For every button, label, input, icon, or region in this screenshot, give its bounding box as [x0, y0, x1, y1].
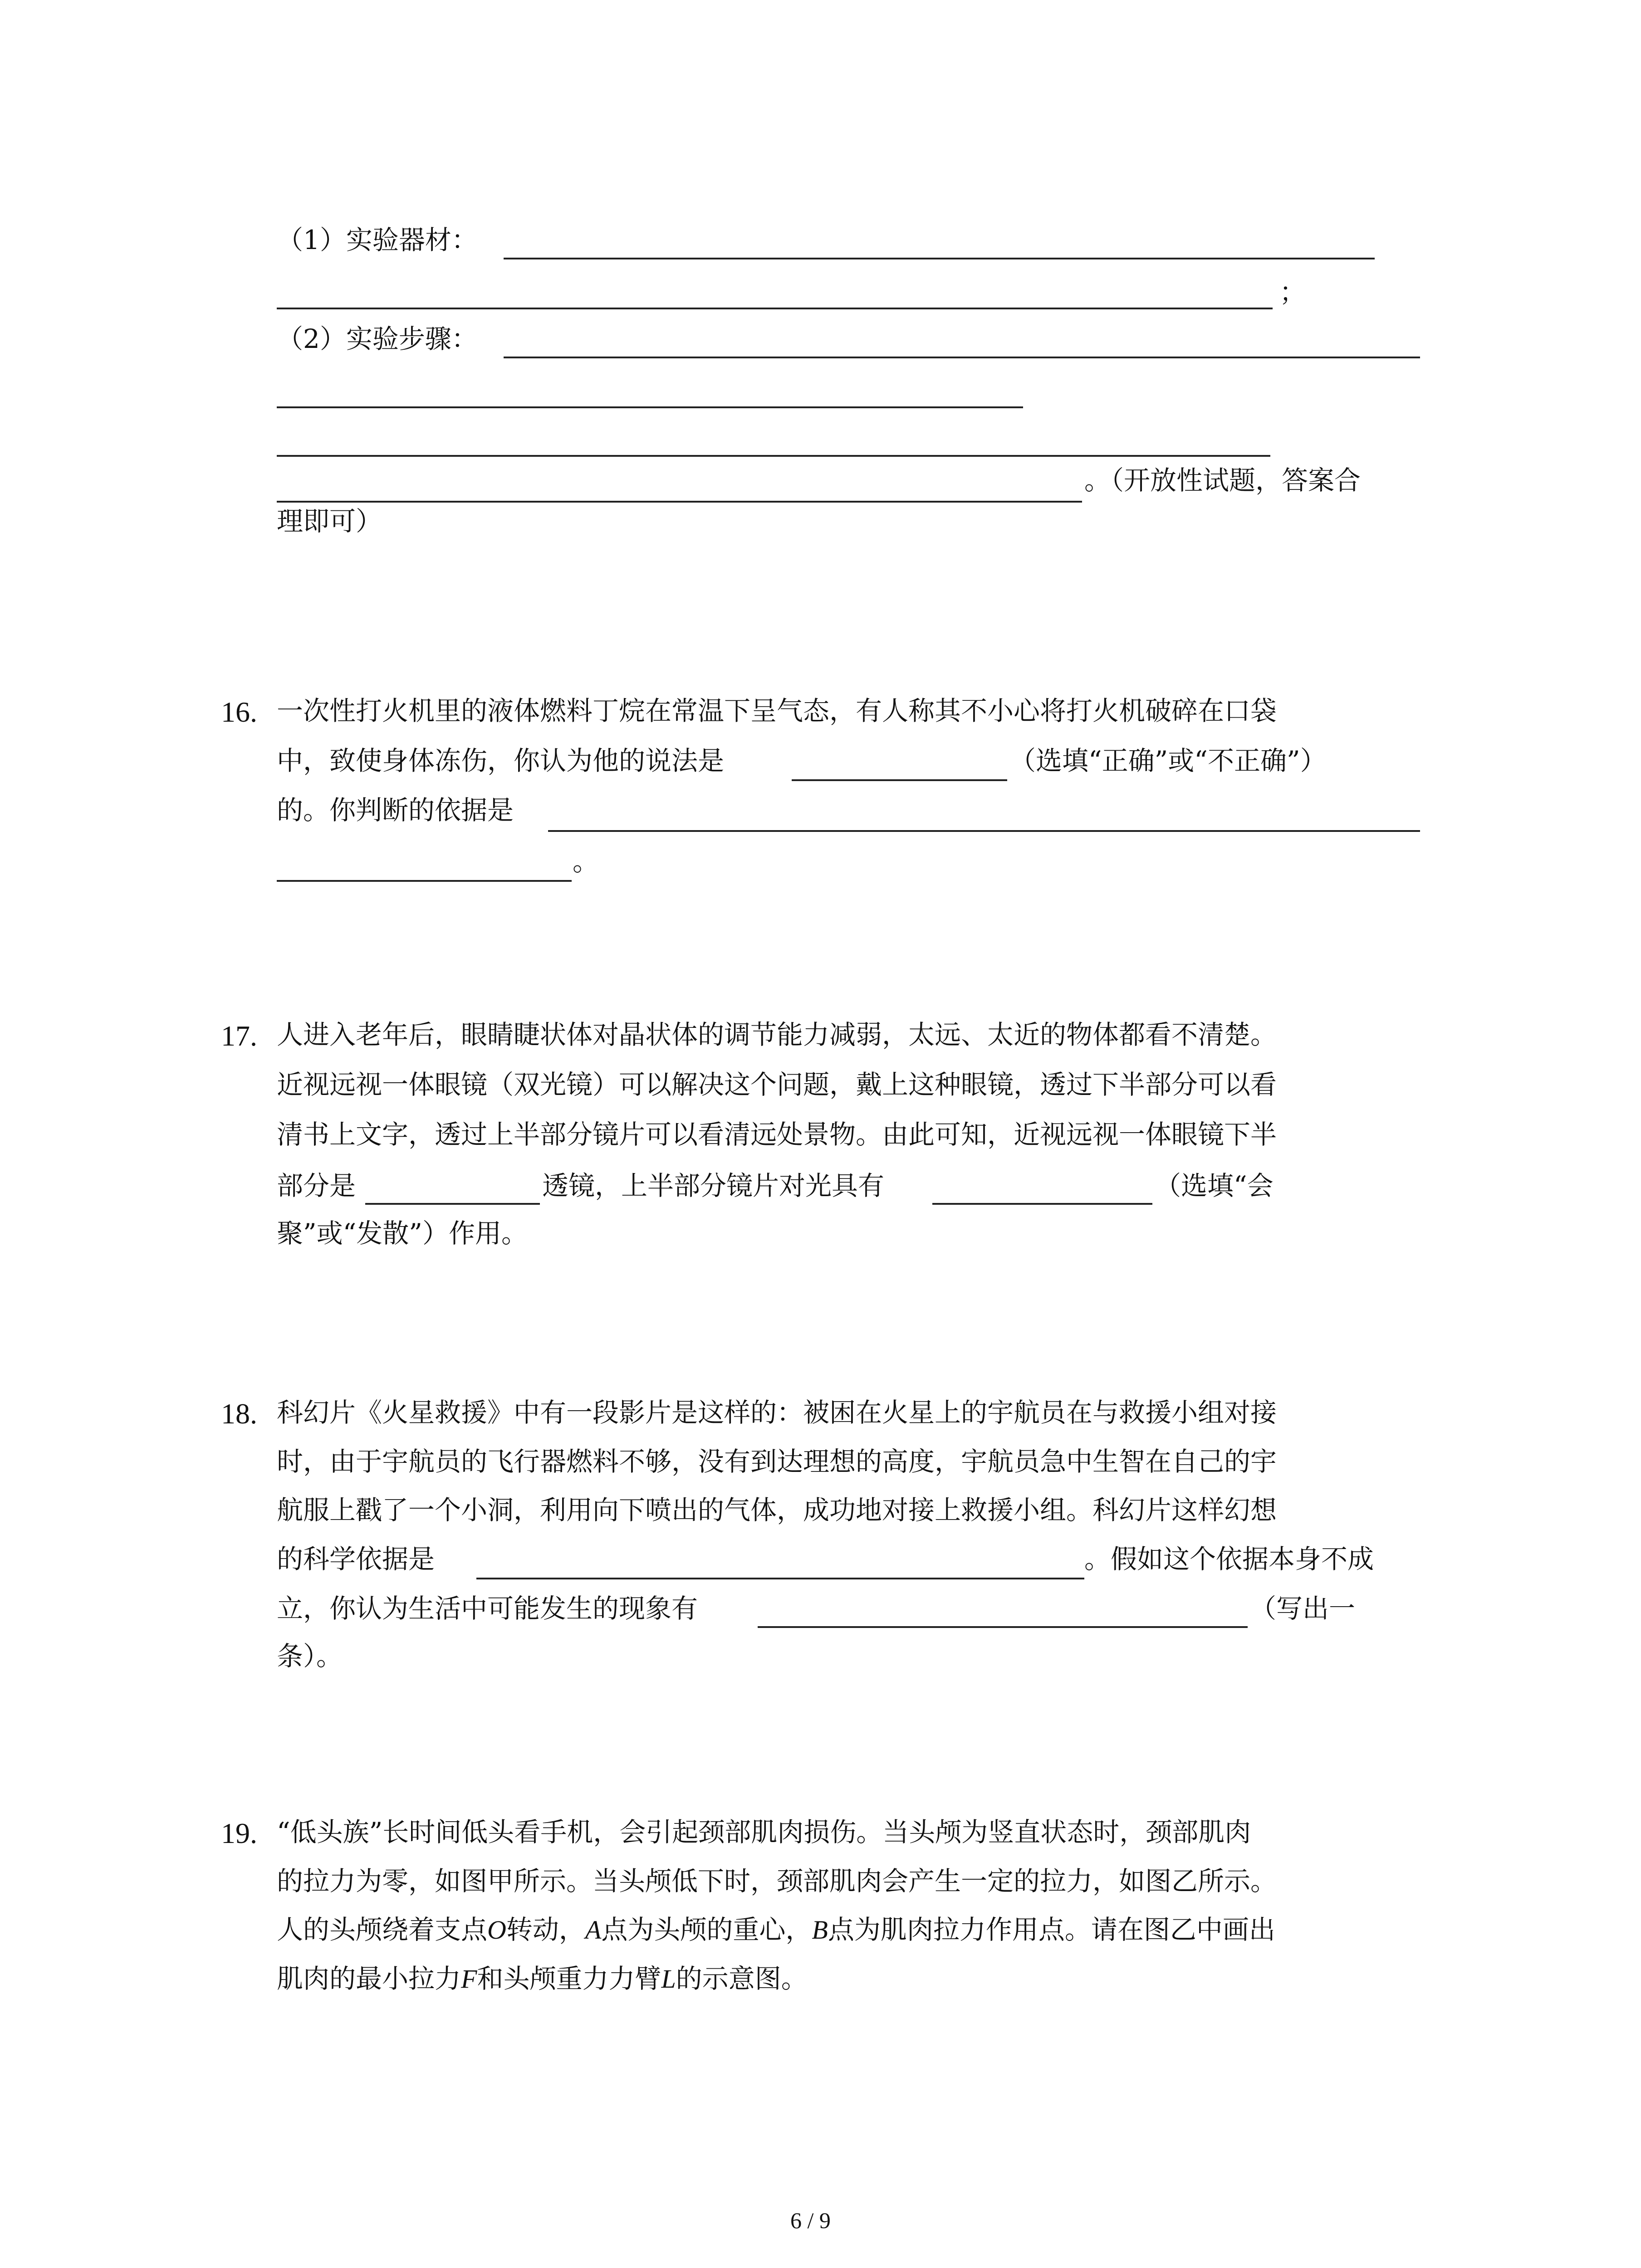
q15-materials-blank-1[interactable] [504, 258, 1375, 259]
page-number: 6 / 9 [790, 2208, 831, 2233]
q18-line-5b: （写出一 [1250, 1593, 1356, 1624]
q19-line-3-part-a: 人的头颅绕着支点 [277, 1914, 488, 1945]
q16-line-3a: 的。你判断的依据是 [277, 795, 514, 826]
q15-end-text-2: 理即可） [277, 506, 382, 537]
q15-materials-blank-2[interactable] [277, 308, 1273, 309]
q19-line-4-part-b: 和头颅重力力臂 [477, 1963, 661, 1994]
q16-number: 16. [221, 696, 257, 728]
q18-line-1: 科幻片《火星救援》中有一段影片是这样的：被困在火星上的宇航员在与救援小组对接 [277, 1397, 1277, 1428]
q16-answer-blank-3[interactable] [277, 880, 572, 882]
q16-line-2a: 中，致使身体冻伤，你认为他的说法是 [277, 745, 725, 776]
q18-number: 18. [221, 1398, 257, 1430]
center-of-gravity-a-label: A [585, 1915, 602, 1945]
q18-line-5a: 立，你认为生活中可能发生的现象有 [277, 1593, 698, 1624]
q16-answer-blank-1[interactable] [792, 779, 1007, 781]
force-point-b-label: B [812, 1915, 828, 1945]
q17-line-4b: 透镜，上半部分镜片对光具有 [542, 1170, 885, 1201]
q18-line-4a: 的科学依据是 [277, 1544, 435, 1574]
q19-number: 19. [221, 1817, 257, 1849]
q19-line-3-part-d: 点为肌肉拉力作用点。请在图乙中画出 [828, 1914, 1275, 1945]
lever-arm-l-label: L [661, 1964, 676, 1994]
q18-line-4b: 。假如这个依据本身不成 [1084, 1544, 1374, 1574]
q18-line-2: 时，由于宇航员的飞行器燃料不够，没有到达理想的高度，宇航员急中生智在自己的宇 [277, 1446, 1277, 1477]
q15-steps-label: （2）实验步骤： [277, 323, 478, 354]
q18-line-3: 航服上戳了一个小洞，利用向下喷出的气体，成功地对接上救援小组。科幻片这样幻想 [277, 1495, 1277, 1525]
q15-steps-blank-4[interactable] [277, 501, 1082, 503]
q17-line-4c: （选填“会 [1155, 1170, 1274, 1201]
q17-number: 17. [221, 1020, 257, 1052]
q16-answer-blank-2[interactable] [548, 830, 1420, 832]
q17-line-4a: 部分是 [277, 1170, 356, 1201]
q16-line-2b: （选填“正确”或“不正确”） [1009, 745, 1327, 776]
q17-line-5: 聚”或“发散”）作用。 [277, 1218, 528, 1249]
q18-answer-blank-2[interactable] [758, 1626, 1248, 1628]
q19-line-4-part-c: 的示意图。 [676, 1963, 808, 1994]
q19-line-2: 的拉力为零，如图甲所示。当头颅低下时，颈部肌肉会产生一定的拉力，如图乙所示。 [277, 1866, 1277, 1897]
q17-answer-blank-2[interactable] [932, 1203, 1152, 1205]
q18-line-6: 条）。 [277, 1641, 343, 1672]
q17-line-2: 近视远视一体眼镜（双光镜）可以解决这个问题，戴上这种眼镜，透过下半部分可以看 [277, 1069, 1277, 1100]
q17-line-1: 人进入老年后，眼睛睫状体对晶状体的调节能力减弱，太远、太近的物体都看不清楚。 [277, 1019, 1277, 1050]
q15-materials-label: （1）实验器材： [277, 225, 478, 255]
q17-line-3: 清书上文字，透过上半部分镜片可以看清远处景物。由此可知，近视远视一体眼镜下半 [277, 1119, 1277, 1150]
q15-steps-blank-1[interactable] [504, 357, 1420, 358]
q19-line-3-part-c: 点为头颅的重心， [601, 1914, 812, 1945]
q17-answer-blank-1[interactable] [365, 1203, 540, 1205]
q19-line-3-part-b: 转动， [506, 1914, 585, 1945]
q19-line-4 [277, 1965, 808, 1992]
q15-end-text: 。（开放性试题，答案合 [1084, 465, 1361, 496]
pivot-point-o-label: O [487, 1915, 506, 1945]
q16-line-4b: 。 [573, 846, 599, 877]
q18-answer-blank-1[interactable] [476, 1578, 1084, 1579]
q16-line-1: 一次性打火机里的液体燃料丁烷在常温下呈气态，有人称其不小心将打火机破碎在口袋 [277, 695, 1277, 726]
q15-steps-blank-2[interactable] [277, 406, 1023, 408]
q15-steps-blank-3[interactable] [277, 455, 1270, 457]
q19-line-4-part-a: 肌肉的最小拉力 [277, 1963, 461, 1994]
q19-line-1: “低头族”长时间低头看手机，会引起颈部肌肉损伤。当头颅为竖直状态时，颈部肌肉 [277, 1817, 1251, 1848]
q19-line-3 [277, 1916, 1275, 1943]
q15-semicolon: ； [1279, 277, 1306, 308]
force-f-label: F [461, 1964, 477, 1994]
